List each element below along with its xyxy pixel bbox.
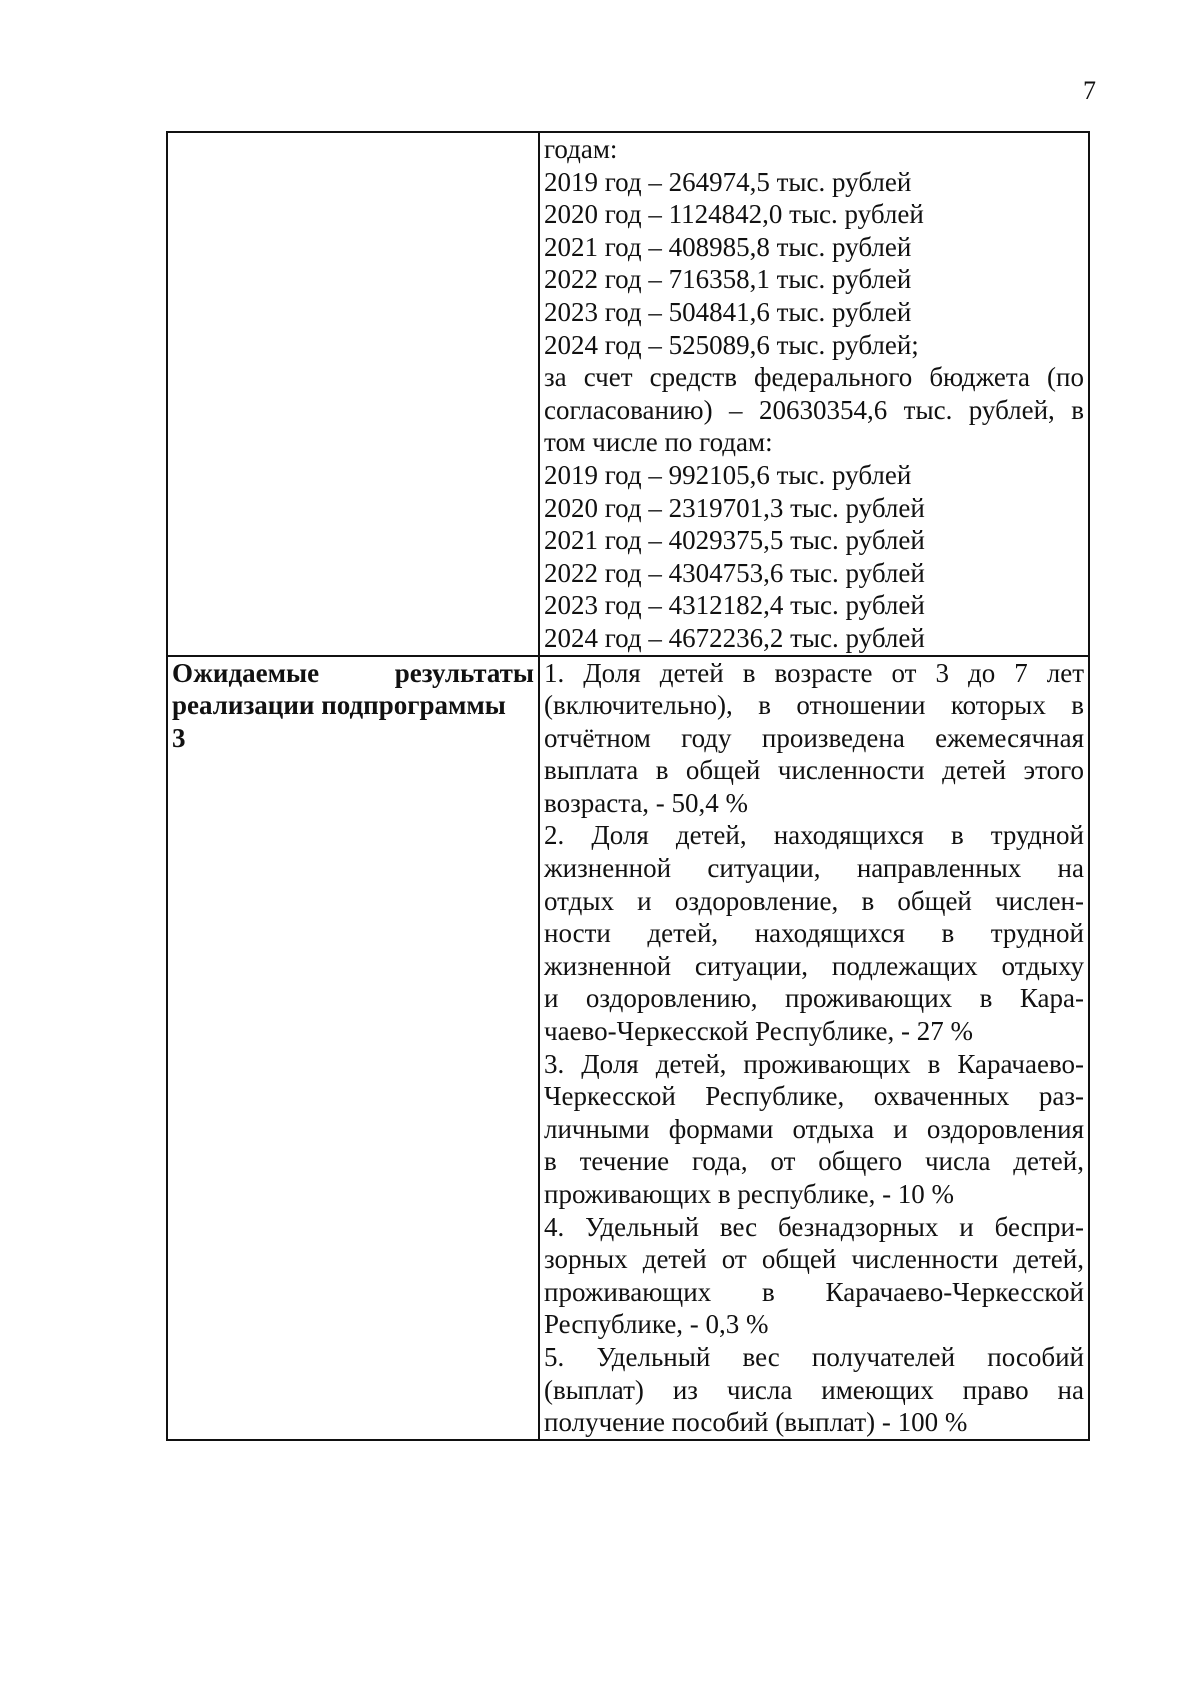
row-value-line: 2019 год – 992105,6 тыс. рублей xyxy=(544,459,912,490)
row-value-line: 2020 год – 2319701,3 тыс. рублей xyxy=(544,492,925,523)
row-value-line: (выплат) из числа имеющих право на xyxy=(544,1374,1084,1405)
table-row xyxy=(167,132,1089,656)
row-value-cell xyxy=(539,132,1089,656)
row-value-line: 2019 год – 264974,5 тыс. рублей xyxy=(544,166,912,197)
row-value-line: зорных детей от общей численности детей, xyxy=(544,1244,1084,1275)
row-value-line: согласованию) – 20630354,6 тыс. рублей, в xyxy=(544,394,1084,425)
row-value-line: отдых и оздоровление, в общей числен- xyxy=(544,885,1084,916)
row-value-line: 2. Доля детей, находящихся в трудной xyxy=(544,820,1084,851)
row-value-line: Республике, - 0,3 % xyxy=(544,1309,769,1340)
row-value-line: Черкесской Республике, охваченных раз- xyxy=(544,1081,1084,1112)
row-value-line: годам: xyxy=(544,134,618,164)
row-label-cell xyxy=(167,656,539,1440)
row-label-cell xyxy=(167,132,539,656)
row-value-line: личными формами отдыха и оздоровления xyxy=(544,1113,1084,1144)
row-value-line: жизненной ситуации, подлежащих отдыху xyxy=(544,950,1084,981)
row-label-line: реализации подпрограммы xyxy=(172,690,506,721)
row-value-line: том числе по годам: xyxy=(544,427,773,458)
row-value-line: возраста, - 50,4 % xyxy=(544,787,749,818)
row-value-line: 2021 год – 408985,8 тыс. рублей xyxy=(544,231,912,262)
row-value-line: 5. Удельный вес получателей пособий xyxy=(544,1341,1084,1372)
passport-table xyxy=(166,131,1090,1441)
row-value-line: за счет средств федерального бюджета (по xyxy=(544,362,1084,393)
row-value-line: 2022 год – 716358,1 тыс. рублей xyxy=(544,264,912,295)
row-value-line: 2021 год – 4029375,5 тыс. рублей xyxy=(544,525,925,556)
table-row xyxy=(167,656,1089,1440)
row-value-line: 4. Удельный вес безнадзорных и беспри- xyxy=(544,1211,1084,1242)
row-label-line: Ожидаемые результаты xyxy=(172,657,534,688)
row-value-line: 2022 год – 4304753,6 тыс. рублей xyxy=(544,557,925,588)
row-value-line: отчётном году произведена ежемесячная xyxy=(544,722,1084,753)
row-value-line: проживающих в республике, - 10 % xyxy=(544,1179,955,1209)
row-value-line: ности детей, находящихся в трудной xyxy=(544,918,1084,949)
row-value-line: и оздоровлению, проживающих в Кара- xyxy=(544,983,1084,1014)
row-value-line: в течение года, от общего числа детей, xyxy=(544,1146,1084,1177)
row-value-line: (включительно), в отношении которых в xyxy=(544,690,1084,721)
row-value-line: 1. Доля детей в возрасте от 3 до 7 лет xyxy=(544,657,1084,688)
row-value-line: жизненной ситуации, направленных на xyxy=(544,853,1084,884)
row-label-line: 3 xyxy=(172,722,186,753)
row-value-line: 2020 год – 1124842,0 тыс. рублей xyxy=(544,199,924,230)
row-value-line: 2024 год – 525089,6 тыс. рублей; xyxy=(544,329,919,360)
row-value-line: проживающих в Карачаево-Черкесской xyxy=(544,1276,1084,1307)
row-value-line: 3. Доля детей, проживающих в Карачаево- xyxy=(544,1048,1084,1079)
row-value-line: чаево-Черкесской Республике, - 27 % xyxy=(544,1016,973,1047)
row-value-line: 2024 год – 4672236,2 тыс. рублей xyxy=(544,622,925,653)
row-value-line: 2023 год – 4312182,4 тыс. рублей xyxy=(544,590,925,621)
row-value-cell xyxy=(539,656,1089,1440)
table-body xyxy=(167,132,1089,1440)
row-value-line: получение пособий (выплат) - 100 % xyxy=(544,1407,968,1438)
row-value-line: выплата в общей численности детей этого xyxy=(544,755,1084,786)
row-value-line: 2023 год – 504841,6 тыс. рублей xyxy=(544,296,912,327)
page-number: 7 xyxy=(1083,76,1096,105)
